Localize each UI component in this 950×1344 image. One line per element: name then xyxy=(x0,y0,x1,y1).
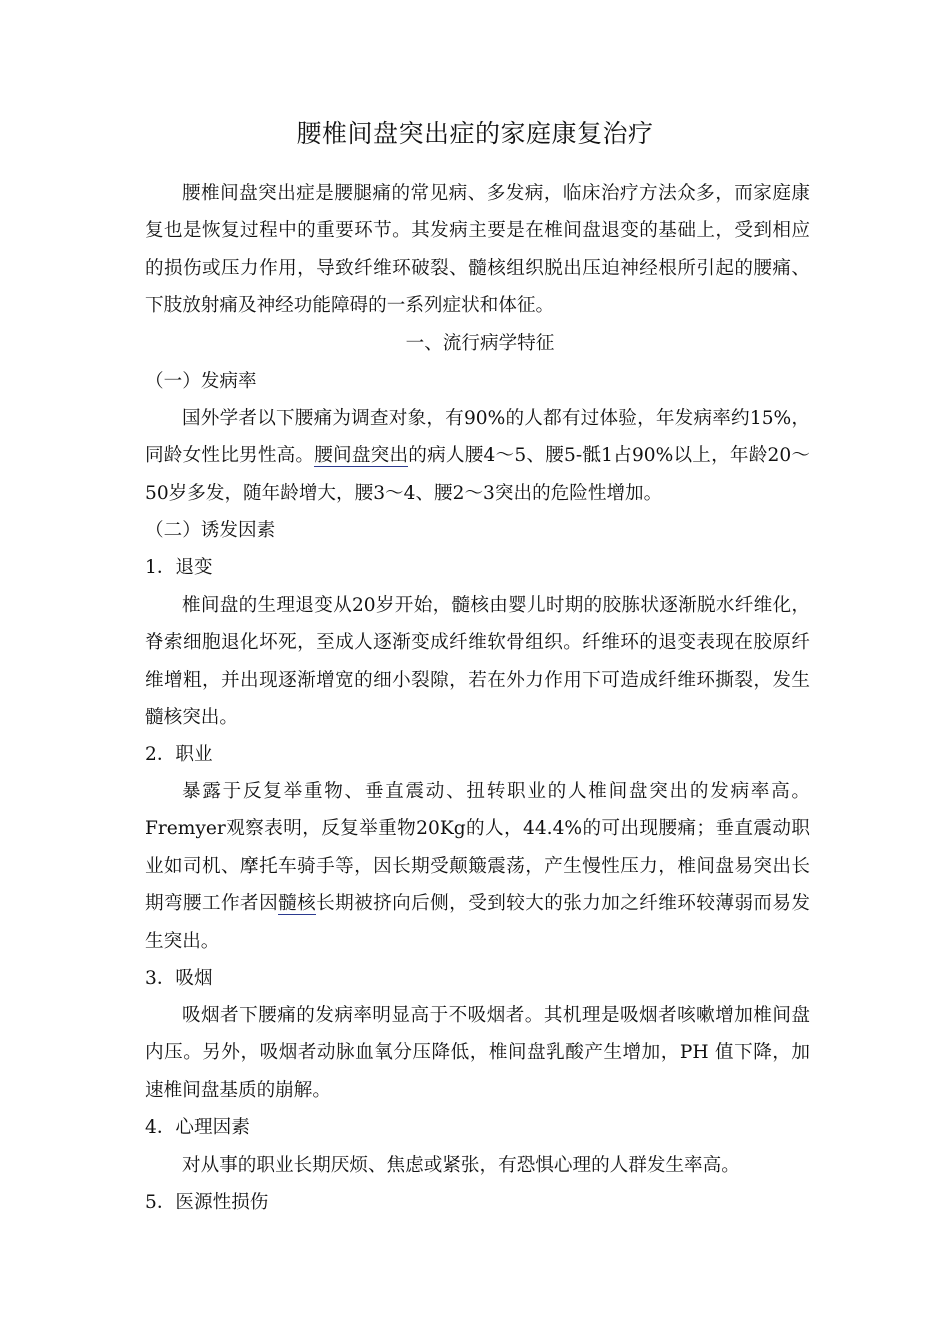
occupation-paragraph xyxy=(145,773,810,960)
psychological-paragraph: 对从事的职业长期厌烦、焦虑或紧张，有恐惧心理的人群发生率高。 xyxy=(182,1155,740,1176)
section-heading-epidemiology: 一、流行病学特征 xyxy=(405,333,555,354)
document-title: 腰椎间盘突出症的家庭康复治疗 xyxy=(296,119,654,148)
item-heading-smoking: 3．吸烟 xyxy=(145,968,213,989)
item-heading-occupation: 2．职业 xyxy=(145,744,213,765)
smoking-paragraph: 吸烟者下腰痛的发病率明显高于不吸烟者。其机理是吸烟者咳嗽增加椎间盘内压。另外，吸烟者动脉血氧分压降低，椎间盘乳酸产生增加，PH 值下降，加速椎间盘基质的崩解。 xyxy=(145,1005,810,1101)
incidence-text-b: 的病人腰4～5、腰5-骶1占90%以上，年龄20～50岁多发，随年龄增大，腰3～4、腰2～3突出的危险性增加。 xyxy=(145,445,810,504)
item-heading-degeneration: 1．退变 xyxy=(145,557,213,578)
intro-paragraph: 腰椎间盘突出症是腰腿痛的常见病、多发病，临床治疗方法众多，而家庭康复也是恢复过程中的重要环节。其发病主要是在椎间盘退变的基础上，受到相应的损伤或压力作用，导致纤维环破裂、髓核组织脱出压迫神经根所引起的腰痛、下肢放射痛及神经功能障碍的一系列症状和体征。 xyxy=(145,183,810,317)
lumbar-disc-herniation-link[interactable]: 腰间盘突出 xyxy=(314,445,409,467)
occupation-text-a: 暴露于反复举重物、垂直震动、扭转职业的人椎间盘突出的发病率高。Fremyer观察表明，反复举重物20Kg的人，44.4%的可出现腰痛；垂直震动职业如司机、摩托车骑手等，因长期受颠簸震荡，产生慢性压力，椎间盘易突出长期弯腰工作者因 xyxy=(145,781,810,915)
incidence-paragraph xyxy=(145,400,810,512)
occupation-text-b: 长期被挤向后侧，受到较大的张力加之纤维环较薄弱而易发生突出。 xyxy=(145,893,810,952)
nucleus-pulposus-link[interactable]: 髓核 xyxy=(278,893,317,915)
incidence-text-a: 国外学者以下腰痛为调查对象，有90%的人都有过体验，年发病率约15%，同龄女性比男性高。 xyxy=(145,408,810,467)
item-heading-iatrogenic: 5．医源性损伤 xyxy=(145,1192,269,1213)
subsection-heading-triggers: （二）诱发因素 xyxy=(145,520,276,541)
item-heading-psychological: 4．心理因素 xyxy=(145,1117,250,1138)
degeneration-paragraph: 椎间盘的生理退变从20岁开始，髓核由婴儿时期的胶胨状逐渐脱水纤维化，脊索细胞退化坏死，至成人逐渐变成纤维软骨组织。纤维环的退变表现在胶原纤维增粗，并出现逐渐增宽的细小裂隙，若在外力作用下可造成纤维环撕裂，发生髓核突出。 xyxy=(145,595,810,729)
subsection-heading-incidence: （一）发病率 xyxy=(145,371,257,392)
